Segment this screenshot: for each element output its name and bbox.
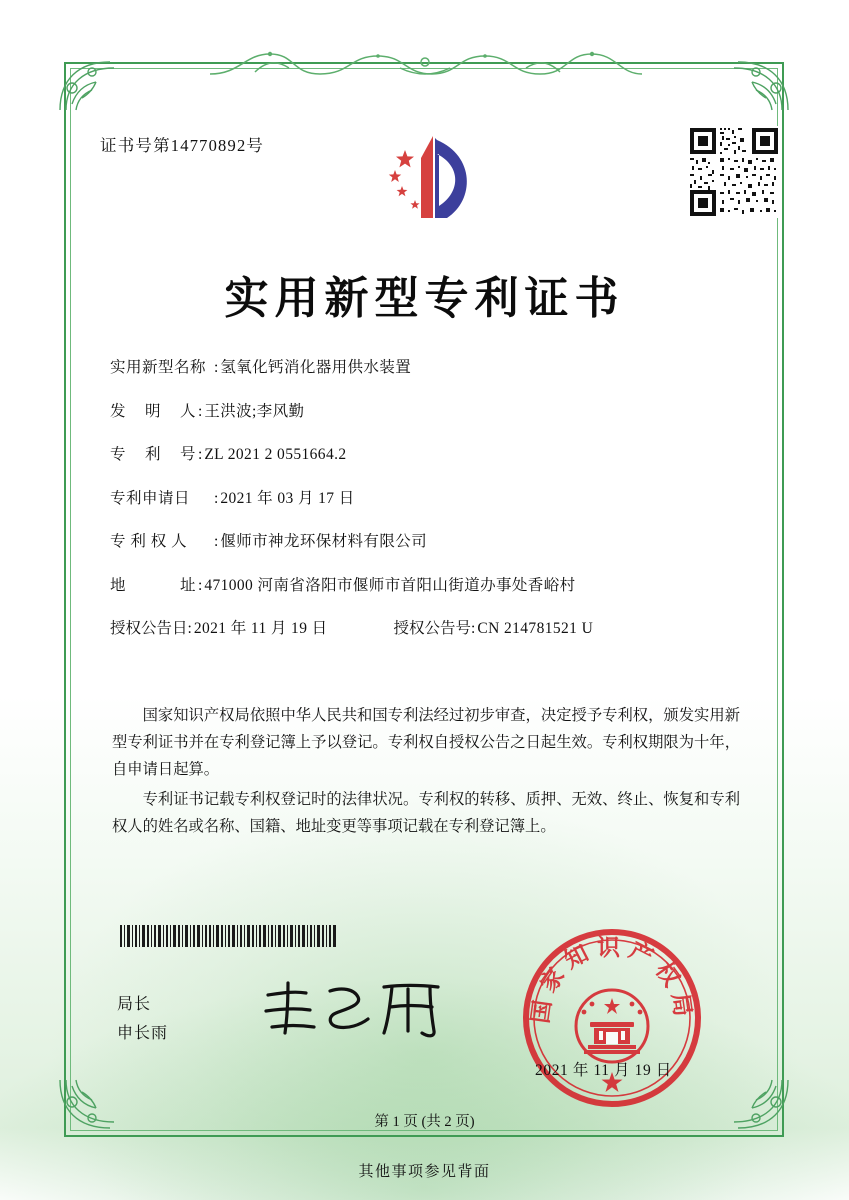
- grant-number-value: CN 214781521 U: [477, 620, 594, 637]
- field-row-patent-number: [110, 442, 750, 464]
- field-colon: :: [214, 533, 219, 550]
- director-name: 申长雨: [117, 1025, 169, 1042]
- field-row-application-date: [110, 486, 750, 508]
- barcode: [120, 925, 336, 947]
- legal-paragraph-1: 国家知识产权局依照中华人民共和国专利法经过初步审查，决定授予专利权，颁发实用新型专利证书并在专利登记簿上予以登记。专利权自授权公告之日起生效。专利权期限为十年，自申请日起算。: [112, 707, 740, 778]
- certificate-number: 证书号第14770892号: [100, 136, 265, 155]
- label-char: 人: [179, 402, 196, 420]
- field-value: 偃师市神龙环保材料有限公司: [220, 533, 428, 550]
- field-row-address: [110, 573, 750, 595]
- seal-date: 2021 年 11 月 19 日: [535, 1062, 672, 1079]
- patent-fields: [110, 355, 750, 660]
- field-value: 王洪波;李风勤: [204, 402, 305, 420]
- field-value: 氢氧化钙消化器用供水装置: [220, 359, 412, 376]
- field-value: ZL 2021 2 0551664.2: [204, 446, 347, 463]
- director-label: 局长: [117, 996, 152, 1013]
- field-row-patentee: [110, 529, 750, 551]
- field-colon: :: [214, 359, 219, 376]
- field-row-inventor: [110, 399, 750, 421]
- field-colon: :: [198, 576, 203, 594]
- field-value: 2021 年 03 月 17 日: [220, 489, 355, 507]
- official-seal: [516, 922, 708, 1114]
- legal-text-block: [112, 702, 740, 843]
- field-colon: :: [471, 620, 476, 637]
- field-label: [110, 573, 198, 595]
- back-side-note: 其他事项参见背面: [358, 1164, 491, 1180]
- grant-number-label: 授权公告号: [393, 620, 472, 637]
- label-char: 利: [144, 446, 161, 463]
- label-char: 址: [179, 576, 196, 594]
- field-label: [110, 399, 198, 421]
- label-char: 地: [110, 576, 127, 594]
- qr-code: [688, 126, 780, 218]
- field-value: 471000 河南省洛阳市偃师市首阳山街道办事处香峪村: [204, 576, 576, 594]
- page-number: 第 1 页 (共 2 页): [374, 1114, 475, 1130]
- page-title: 实用新型专利证书: [224, 273, 625, 324]
- handwritten-signature-icon: [258, 975, 458, 1045]
- cnipa-logo-icon: [375, 122, 485, 232]
- field-label: 专利申请日: [110, 489, 191, 507]
- field-colon: :: [198, 446, 203, 463]
- director-signature-block: [117, 990, 168, 1048]
- label-char: 明: [144, 402, 161, 420]
- label-char: 专: [110, 446, 127, 463]
- field-label: 实用新型名称: [110, 359, 207, 376]
- svg-text:国家知识产权局: 国家知识产权局: [527, 935, 697, 1025]
- field-label: [110, 442, 198, 464]
- field-colon: :: [198, 402, 203, 420]
- field-colon: :: [187, 620, 192, 637]
- legal-paragraph-2: 专利证书记载专利权登记时的法律状况。专利权的转移、质押、无效、终止、恢复和专利权人的姓名或名称、国籍、地址变更等事项记载在专利登记簿上。: [112, 791, 740, 835]
- grant-date-label: 授权公告日: [110, 620, 188, 637]
- label-char: 号: [179, 446, 196, 463]
- field-colon: :: [214, 489, 219, 507]
- top-ornament: [200, 48, 650, 82]
- field-row-utility-model-name: [110, 355, 750, 377]
- field-label: 专 利 权 人: [110, 533, 188, 550]
- grant-date-value: 2021 年 11 月 19 日: [193, 620, 328, 637]
- field-row-grant-announcement: [110, 616, 750, 638]
- label-char: 发: [110, 402, 127, 420]
